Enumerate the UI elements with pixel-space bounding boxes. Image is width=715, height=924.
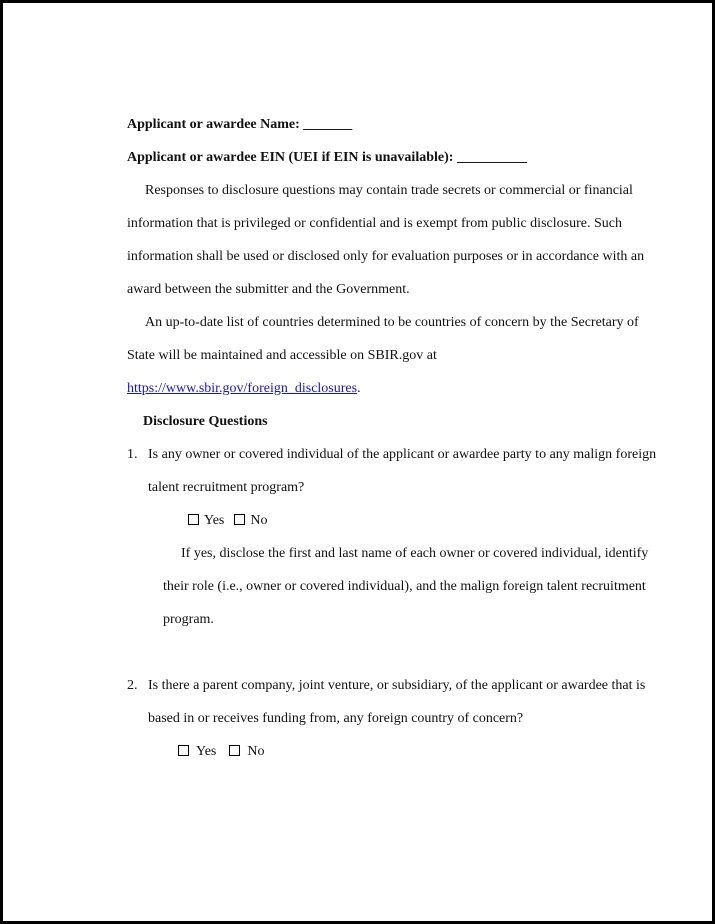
q1-yes-checkbox[interactable] <box>188 514 199 525</box>
q2-no-label: No <box>247 744 265 759</box>
document-content <box>127 108 672 768</box>
applicant-name-blank[interactable]: _______ <box>303 117 353 132</box>
question-1-text: Is any owner or covered individual of the applicant or awardee party to any malign foreign <box>148 447 657 462</box>
question-2-answer-row <box>127 735 672 768</box>
para1-line: Responses to disclosure questions may contain trade secrets or commercial or financial <box>145 183 633 198</box>
q2-no-checkbox[interactable] <box>229 745 240 756</box>
applicant-ein-field <box>127 141 672 174</box>
question-1-text: talent recruitment program? <box>148 480 305 495</box>
para1-line: information that is privileged or confidential and is exempt from public disclosure. Such <box>127 216 622 231</box>
para2-line: State will be maintained and accessible on SBIR.gov at <box>127 348 437 363</box>
question-1-line <box>127 438 672 471</box>
question-1-answer-row <box>127 504 672 537</box>
applicant-name-field <box>127 108 672 141</box>
question-1-number: 1. <box>127 447 138 462</box>
para2-line: An up-to-date list of countries determined to be countries of concern by the Secretary of <box>145 315 639 330</box>
applicant-ein-label: Applicant or awardee EIN (UEI if EIN is unavailable): <box>127 150 457 165</box>
q1-yes-label: Yes <box>204 513 225 528</box>
q2-yes-label: Yes <box>196 744 217 759</box>
question-2-line <box>127 669 672 702</box>
para1-line: information shall be used or disclosed only for evaluation purposes or in accordance with an <box>127 249 645 264</box>
applicant-ein-blank[interactable]: __________ <box>456 150 527 165</box>
q2-yes-checkbox[interactable] <box>178 745 189 756</box>
applicant-name-label: Applicant or awardee Name: <box>127 117 304 132</box>
foreign-disclosures-link[interactable]: https://www.sbir.gov/foreign_disclosures <box>127 381 358 396</box>
para2-link-line <box>127 372 672 405</box>
question-2-number: 2. <box>127 678 138 693</box>
question-2-line <box>127 702 672 735</box>
question-2-text: based in or receives funding from, any foreign country of concern? <box>148 711 524 726</box>
blank-line <box>127 636 672 669</box>
q1-followup-line: program. <box>163 612 214 627</box>
q1-no-label: No <box>250 513 268 528</box>
disclosure-questions-heading: Disclosure Questions <box>143 414 268 429</box>
question-2-text: Is there a parent company, joint venture, or subsidiary, of the applicant or awardee that is <box>148 678 646 693</box>
q1-followup-line: their role (i.e., owner or covered individual), and the malign foreign talent recruitment <box>163 579 646 594</box>
link-suffix: . <box>357 381 361 396</box>
para1-line: award between the submitter and the Government. <box>127 282 410 297</box>
q1-no-checkbox[interactable] <box>234 514 245 525</box>
q1-followup-line: If yes, disclose the first and last name of each owner or covered individual, identify <box>181 546 649 561</box>
question-1-line <box>127 471 672 504</box>
